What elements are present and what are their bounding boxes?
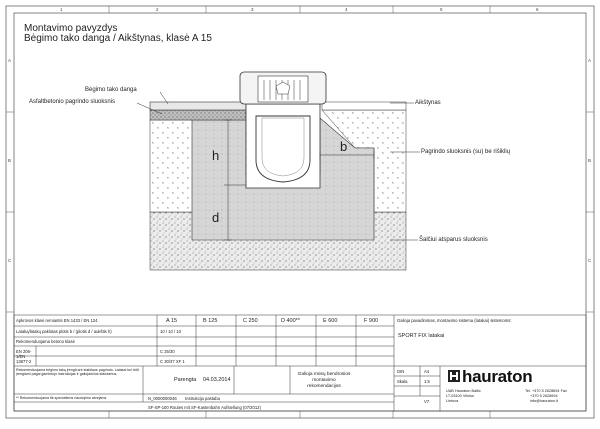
tb-footnote: ** Rekomenduojama tik specialiems naudojimo atvejams [16, 396, 107, 400]
drawing-subtitle: Bėgimo tako danga / Aikštynas, klasė A 15 [24, 33, 212, 44]
grid-label-top-4: 4 [345, 7, 348, 12]
tb-concrete-c25: C 25/30 [160, 349, 175, 354]
tb-class-b125: B 125 [203, 318, 218, 324]
grid-label-side-c: C [8, 258, 12, 263]
grid-label-top-6: 6 [536, 7, 539, 12]
tb-concrete-label: Rekomenduojama betono klasė [16, 339, 75, 344]
label-base-layer: Pagrindo sluoksnis (su) be rišiklių [421, 149, 511, 155]
dim-h: h [212, 148, 220, 163]
company-fax: +370 5 2628694 [530, 394, 558, 398]
label-running-track: Bėgimo tako danga [85, 87, 137, 93]
tb-class-e600: E 600 [323, 318, 338, 324]
company-addr1: UAB Hauraton Baltic [446, 389, 481, 393]
tb-class-f900: F 900 [364, 318, 379, 324]
label-asphalt-base: Asfaltbetonio pagrindo sluoksnis [29, 99, 116, 105]
tb-doc-desc: Instrukcija pastaba [185, 396, 220, 401]
dim-b: b [340, 139, 348, 154]
company-addr3: Lietuva [446, 399, 459, 403]
tb-note-center: Galioja mūsų bendrosios montavimo rekomendacijos [297, 372, 351, 389]
running-track-surface [150, 102, 246, 110]
tb-product: SPORT FIX latakai [398, 333, 445, 339]
tb-rev: V7 [424, 399, 430, 404]
drawing-title: Montavimo pavyzdys [24, 23, 118, 34]
hauraton-logo-icon [448, 370, 460, 382]
grid-label-top-1: 1 [60, 7, 63, 12]
tb-din-value: A4 [424, 369, 430, 374]
tb-notes: Rekomenduojama bėgimo taką įrengti ant stabilaus pagrindo. Latakai turi būti įrengiami pagal gamintojo instrukcijas ir galiojančius standartus. [16, 368, 140, 377]
tb-concrete-c30: C 30/37 XF 1 [160, 359, 185, 364]
label-site: Aikštynas [415, 100, 441, 106]
tb-standard-label: EN 206-1/EN 13877-2 [16, 349, 32, 364]
asphalt-layer [150, 110, 246, 120]
channel-invert [256, 116, 310, 182]
grid-label-top-5: 5 [440, 7, 443, 12]
company-addr2: LT-03100 Vilnius [446, 394, 474, 398]
company-tel: Tel. +370 5 2628694 Fax [525, 389, 567, 393]
tb-class-c250: C 250 [243, 318, 258, 324]
grid-label-side-c-right: C [588, 258, 592, 263]
tb-scale-value: 1:5 [424, 379, 430, 384]
tb-right-title: Galioja pavadinimas, montavimo sistema (latakai) sistemoms: [397, 318, 512, 323]
tb-doc-no: N_0000000046 [148, 396, 177, 401]
grid-label-side-b: B [8, 158, 12, 163]
grid-label-top-2: 2 [156, 7, 159, 12]
tb-prepared-label: Parengta [174, 377, 197, 383]
tb-class-a15: A 15 [166, 318, 178, 324]
tb-width-label: Lataką/latakų paklotas plotis b / (plotis d / aukštis h) [16, 329, 112, 334]
company-email: info@hauraton.lt [530, 399, 558, 403]
tb-width-value: 10 / 10 / 10 [160, 329, 181, 334]
tb-din-label: DIN [397, 369, 405, 374]
tb-bottom-ref: SF-SP-100 Routes mit SF-Kastenbahn Aufstellung (07/2012) [148, 405, 261, 410]
tb-load-class-label: Apkrovos klasė remiantis EN 1433 / EN 124 [16, 318, 98, 323]
grid-label-side-a: A [8, 58, 12, 63]
tb-class-d400: D 400** [281, 318, 300, 324]
dim-d: d [212, 210, 220, 225]
grid-label-side-a-right: A [588, 58, 592, 63]
tb-prepared-date: 04.03.2014 [203, 377, 231, 383]
label-frost-layer: Šalčiui atsparus sluoksnis [419, 237, 488, 243]
tb-scale-label: Skala [397, 379, 408, 384]
company-name: hauraton [462, 367, 533, 386]
grid-label-side-b-right: B [588, 158, 592, 163]
grid-label-top-3: 3 [251, 7, 254, 12]
